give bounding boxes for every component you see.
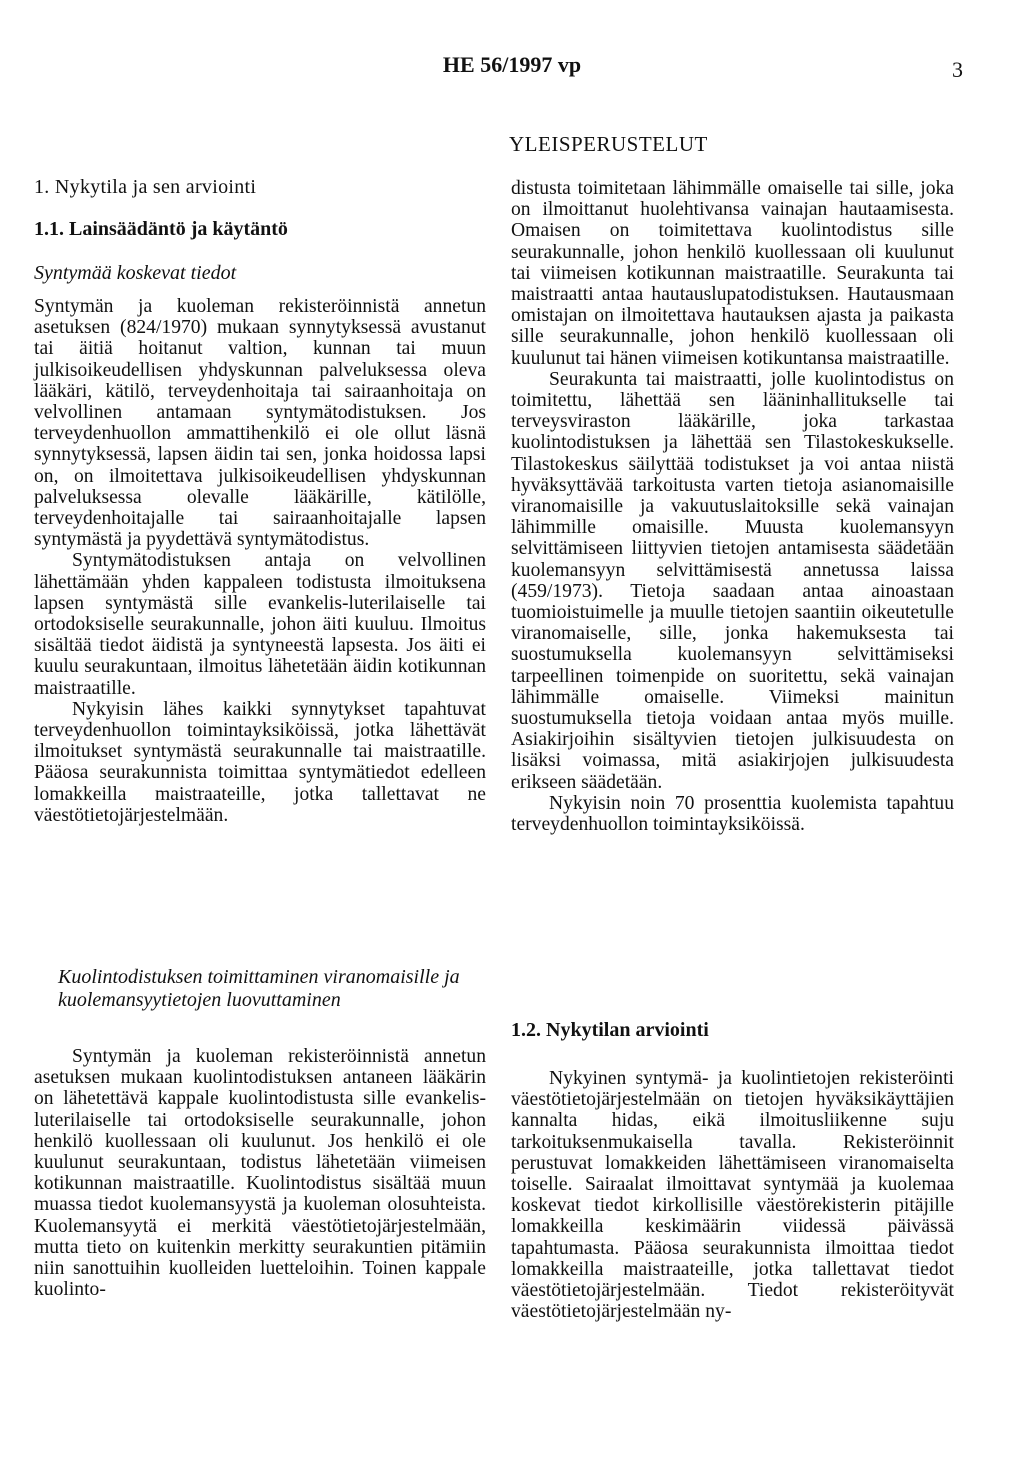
paragraph: Nykyinen syntymä- ja kuolintietojen rekisteröinti väestötietojärjestelmään on tietojen hyväksikäyttäjien kannalta hidas, eikä ilmoitusliikenne suju tarkoituksenmukaisella tavalla. Rekisteröinnit perustuvat lomakkeiden lähettämiseen viranomaiselta toiselle. Sairaalat ilmoittavat syntymää ja kuolemaa koskevat tiedot kirkollisille väestörekisterin pitäjille lomakkeilla keskimäärin viidessä päivässä tapahtumasta. Pääosa seurakunnista ilmoittaa tiedot lomakkeilla maistraateille, jotka tallettavat tiedot väestötietojärjestelmään. Tiedot rekisteröityvät väestötietojärjestelmään ny- — [511, 1068, 954, 1323]
paragraph: distusta toimitetaan lähimmälle omaiselle tai sille, joka on ilmoittanut huolehtivansa vainajan hautaamisesta. Omaisen on toimitettava kuolintodistus sille seurakunnalle, johon henkilö kuollessaan oli kuulunut tai viimeisen kotikunnan maistraatille. Seurakunta tai maistraatti antaa hautauslupatodistuksen. Hautausmaan omistajan on ilmoitettava hautauksen ajasta ja paikasta sille seurakunnalle, johon henkilö kuollessaan oli kuulunut tai hänen viimeisen kotikuntansa maistraatille. — [511, 178, 954, 369]
section-heading: YLEISPERUSTELUT — [509, 132, 708, 156]
paragraph: Seurakunta tai maistraatti, jolle kuolintodistus on toimitettu, lähettää sen lääninhallitukselle tai terveysviraston lääkärille, joka tarkastaa kuolintodistuksen ja lähettää sen Tilastokeskukselle. Tilastokeskus säilyttää todistukset ja voi antaa niistä hyväksyttävää tarkoitusta varten tietoja asianomaisille viranomaisille ja vakuutuslaitoksille sekä vainajan lähimmille omaisille. Muusta kuolemansyyn selvittämiseen liittyvien tietojen antamisesta säädetään kuolemansyyn selvittämisestä annetussa laissa (459/1973). Tietoja saadaan antaa ainoastaan tuomioistuimelle ja muulle tietojen saantiin oikeutetulle viranomaiselle, sille, jonka hakemuksesta tai suostumuksella kuolemansyyn selvittämiseksi tarpeellinen toimenpide on suoritettu, sekä vainajan lähimmälle omaiselle. Viimeksi mainitun suostumuksella tietoja voidaan antaa myös muille. Asiakirjoihin sisältyvien tietojen julkisuudesta on lisäksi voimassa, mitä asiakirjojen julkisuudesta erikseen säädetään. — [511, 368, 954, 793]
paragraph: Syntymätodistuksen antaja on velvollinen lähettämään yhden kappaleen todistusta ilmoituksena lapsen syntymästä sille evankelis-luterilaiselle tai ortodoksiselle seurakunnalle, johon äiti kuuluu. Ilmoitus sisältää tiedot äidistä ja syntyneestä lapsesta. Jos äiti ei kuulu seurakuntaan, ilmoitus lähetetään äidin kotikunnan maistraatille. — [34, 550, 486, 699]
page-number: 3 — [952, 57, 963, 82]
right-column-bottom — [511, 1068, 954, 1322]
left-column-top — [34, 296, 486, 826]
heading-nykytila: 1. Nykytila ja sen arviointi — [34, 176, 257, 198]
paragraph: Nykyisin noin 70 prosenttia kuolemista tapahtuu terveydenhuollon toimintayksiköissä. — [511, 792, 954, 836]
heading-nykytilan-arviointi: 1.2. Nykytilan arviointi — [511, 1019, 709, 1041]
paragraph: Nykyisin lähes kaikki synnytykset tapahtuvat terveydenhuollon toimintayksiköissä, jotka lähettävät ilmoitukset syntymästä seurakunnalle tai maistraatille. Pääosa seurakunnista toimittaa syntymätiedot edelleen lomakkeilla maistraateille, jotka tallettavat ne väestötietojärjestelmään. — [34, 698, 486, 826]
heading-lainsaadanto: 1.1. Lainsäädäntö ja käytäntö — [34, 218, 288, 240]
right-column-top — [511, 178, 954, 835]
running-header: HE 56/1997 vp — [442, 52, 582, 77]
paragraph: Syntymän ja kuoleman rekisteröinnistä annetun asetuksen (824/1970) mukaan synnytyksessä avustanut tai äitiä hoitanut valtion, kunnan tai muun julkisoikeudellisen yhdyskunnan palveluksessa oleva lääkäri, kätilö, terveydenhoitaja tai sairaanhoitaja on velvollinen antamaan syntymätodistuksen. Jos terveydenhuollon ammattihenkilö ei ole ollut läsnä synnytyksessä, lapsen äidin tai sen, jonka hoidossa lapsi on, on ilmoitettava julkisoikeudellisen yhdyskunnan palveluksessa olevalle lääkärille, kätilölle, terveydenhoitajalle tai sairaanhoitajalle lapsen syntymästä ja pyydettävä syntymätodistus. — [34, 296, 486, 551]
subheading-death-certificate: Kuolintodistuksen toimittaminen viranomaisille ja kuolemansyytietojen luovuttaminen — [58, 966, 460, 1011]
paragraph: Syntymän ja kuoleman rekisteröinnistä annetun asetuksen mukaan kuolintodistuksen antaneen lääkärin on lähetettävä kappale kuolintodistusta sille evankelis-luterilaiselle tai ortodoksiselle seurakunnalle, johon henkilö kuollessaan oli kuulunut. Jos henkilö ei ole kuulunut seurakuntaan, todistus lähetetään viimeisen kotikunnan maistraatille. Kuolintodistus sisältää muun muassa tiedot kuolemansyystä ja kuoleman olosuhteista. Kuolemansyytä ei merkitä väestötietojärjestelmään, mutta tieto on kuitenkin merkitty seurakuntien pitämiin niin sanottuihin kuolleiden luetteloihin. Toinen kappale kuolinto- — [34, 1046, 486, 1301]
left-column-bottom — [34, 1046, 486, 1300]
subheading-birth-data: Syntymää koskevat tiedot — [34, 262, 237, 284]
